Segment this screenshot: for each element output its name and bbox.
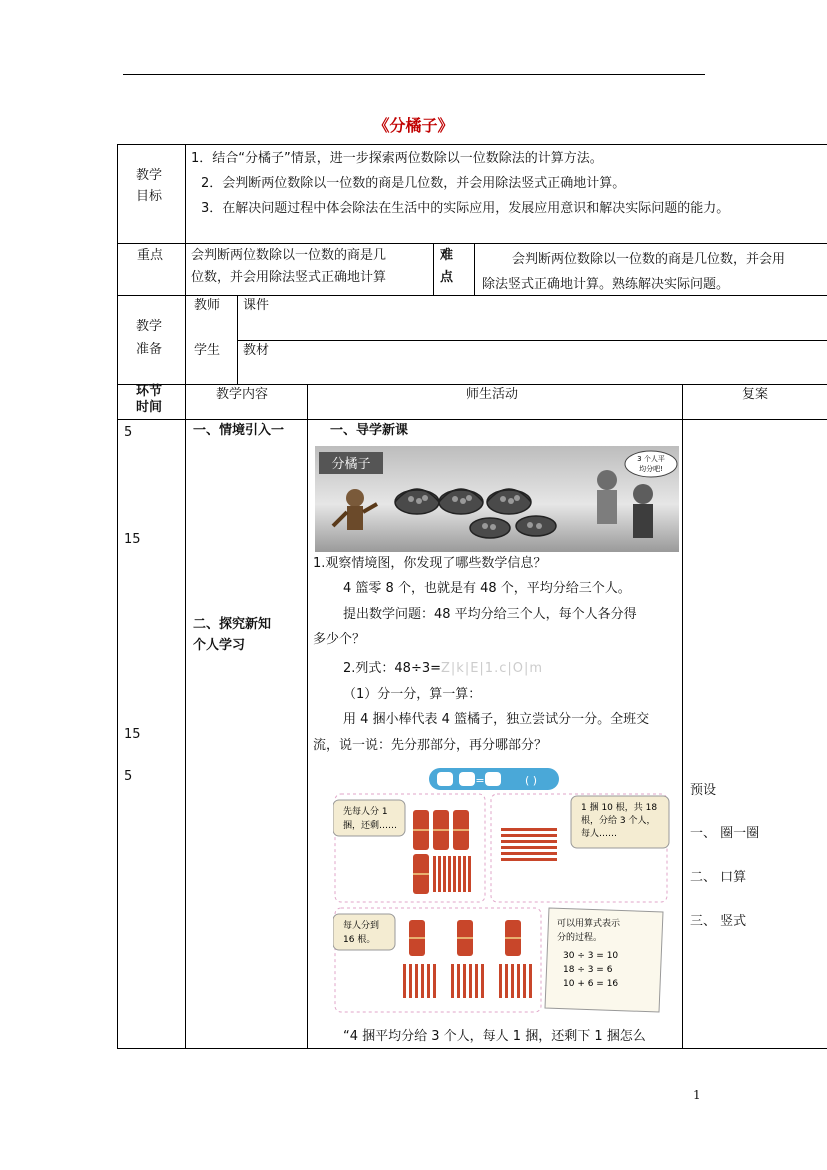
svg-text:( ): ( ): [524, 774, 538, 787]
scene-illustration: [315, 446, 679, 552]
header-time: 时间: [136, 400, 163, 415]
svg-text:每人……: 每人……: [581, 829, 618, 839]
svg-text:1 捆 10 根，共 18: 1 捆 10 根，共 18: [581, 803, 658, 813]
header-rule: [123, 74, 705, 75]
svg-text:10 + 6 = 16: 10 + 6 = 16: [563, 979, 619, 989]
svg-text:16 根。: 16 根。: [343, 935, 376, 945]
svg-text:可以用算式表示: 可以用算式表示: [557, 919, 621, 929]
notes-preset: 预设: [690, 783, 717, 798]
svg-text:先每人分 1: 先每人分 1: [343, 807, 388, 817]
svg-text:=: =: [475, 774, 485, 787]
content-part2: 个人学习: [193, 638, 246, 653]
header-notes: 复案: [742, 387, 769, 402]
time-value: 5: [124, 769, 133, 784]
content-part1: 一、情境引入一: [193, 423, 285, 438]
svg-text:分的过程。: 分的过程。: [557, 933, 603, 943]
activity-heading: 一、导学新课: [330, 423, 409, 438]
observe-question: 1.观察情境图，你发现了哪些数学信息？: [313, 556, 547, 571]
difficulty-label: 难: [440, 248, 454, 263]
notes-item: 三、 竖式: [690, 914, 747, 929]
objective-item: 3．在解决问题过程中体会除法在生活中的实际应用，发展应用意识和解决实际问题的能力。: [201, 201, 730, 216]
svg-text:捆，还剩……: 捆，还剩……: [343, 821, 398, 831]
key-points-text: 会判断两位数除以一位数的商是几: [191, 248, 387, 263]
page-title: 《分橘子》: [373, 116, 454, 135]
difficulty-text: 会判断两位数除以一位数的商是几位数，并会用: [512, 252, 786, 267]
svg-text:每人分到: 每人分到: [343, 921, 380, 931]
content-part2: 二、探究新知: [193, 617, 272, 632]
student-label: 学生: [194, 343, 221, 358]
key-points-label: 重点: [137, 248, 164, 263]
math-question: 多少个？: [313, 632, 366, 647]
header-activity: 师生活动: [466, 387, 519, 402]
formula: 2.列式：48÷3=Z|k|E|1.c|O|m: [343, 661, 544, 676]
svg-text:根，分给 3 个人，: 根，分给 3 个人，: [581, 816, 656, 826]
step-one-desc: 流，说一说：先分那部分，再分哪部分？: [313, 738, 548, 753]
time-value: 15: [124, 532, 141, 547]
svg-text:均分吧!: 均分吧!: [639, 465, 663, 473]
preparation-label: 教学: [136, 319, 163, 334]
notes-item: 一、 圈一圈: [690, 826, 760, 841]
math-question: 提出数学问题：48 平均分给三个人，每个人各分得: [343, 607, 637, 622]
banner-label: 分橘子: [331, 457, 371, 472]
preparation-label: 准备: [136, 342, 163, 357]
svg-text:30 ÷ 3 = 10: 30 ÷ 3 = 10: [563, 951, 619, 961]
header-time: 环节: [136, 384, 163, 399]
objectives-label-1: 教学: [136, 168, 163, 183]
objective-item: 1．结合“分橘子”情景，进一步探索两位数除以一位数除法的计算方法。: [191, 151, 603, 166]
header-content: 教学内容: [216, 387, 269, 402]
svg-text:18 ÷ 3 = 6: 18 ÷ 3 = 6: [563, 965, 613, 975]
notes-item: 二、 口算: [690, 870, 747, 885]
teacher-label: 教师: [194, 298, 221, 313]
teacher-value: 课件: [243, 298, 270, 313]
step-one: （1）分一分，算一算：: [343, 687, 482, 702]
time-value: 5: [124, 425, 133, 440]
difficulty-label: 点: [440, 270, 454, 285]
observe-answer: 4 篮零 8 个，也就是有 48 个，平均分给三个人。: [343, 581, 631, 596]
key-points-text: 位数，并会用除法竖式正确地计算: [191, 270, 387, 285]
quote-line: “4 捆平均分给 3 个人，每人 1 捆，还剩下 1 捆怎么: [343, 1029, 646, 1044]
watermark: Z|k|E|1.c|O|m: [441, 661, 544, 676]
svg-text:3 个人平: 3 个人平: [637, 455, 665, 463]
page-number: 1: [693, 1088, 701, 1102]
difficulty-text: 除法竖式正确地计算。熟练解决实际问题。: [482, 277, 730, 292]
student-value: 教材: [243, 343, 270, 358]
objectives-label-2: 目标: [136, 189, 163, 204]
time-value: 15: [124, 727, 141, 742]
step-one-desc: 用 4 捆小棒代表 4 篮橘子，独立尝试分一分。全班交: [343, 712, 650, 727]
sticks-illustration: [333, 766, 671, 1016]
objective-item: 2．会判断两位数除以一位数的商是几位数，并会用除法竖式正确地计算。: [201, 176, 626, 191]
